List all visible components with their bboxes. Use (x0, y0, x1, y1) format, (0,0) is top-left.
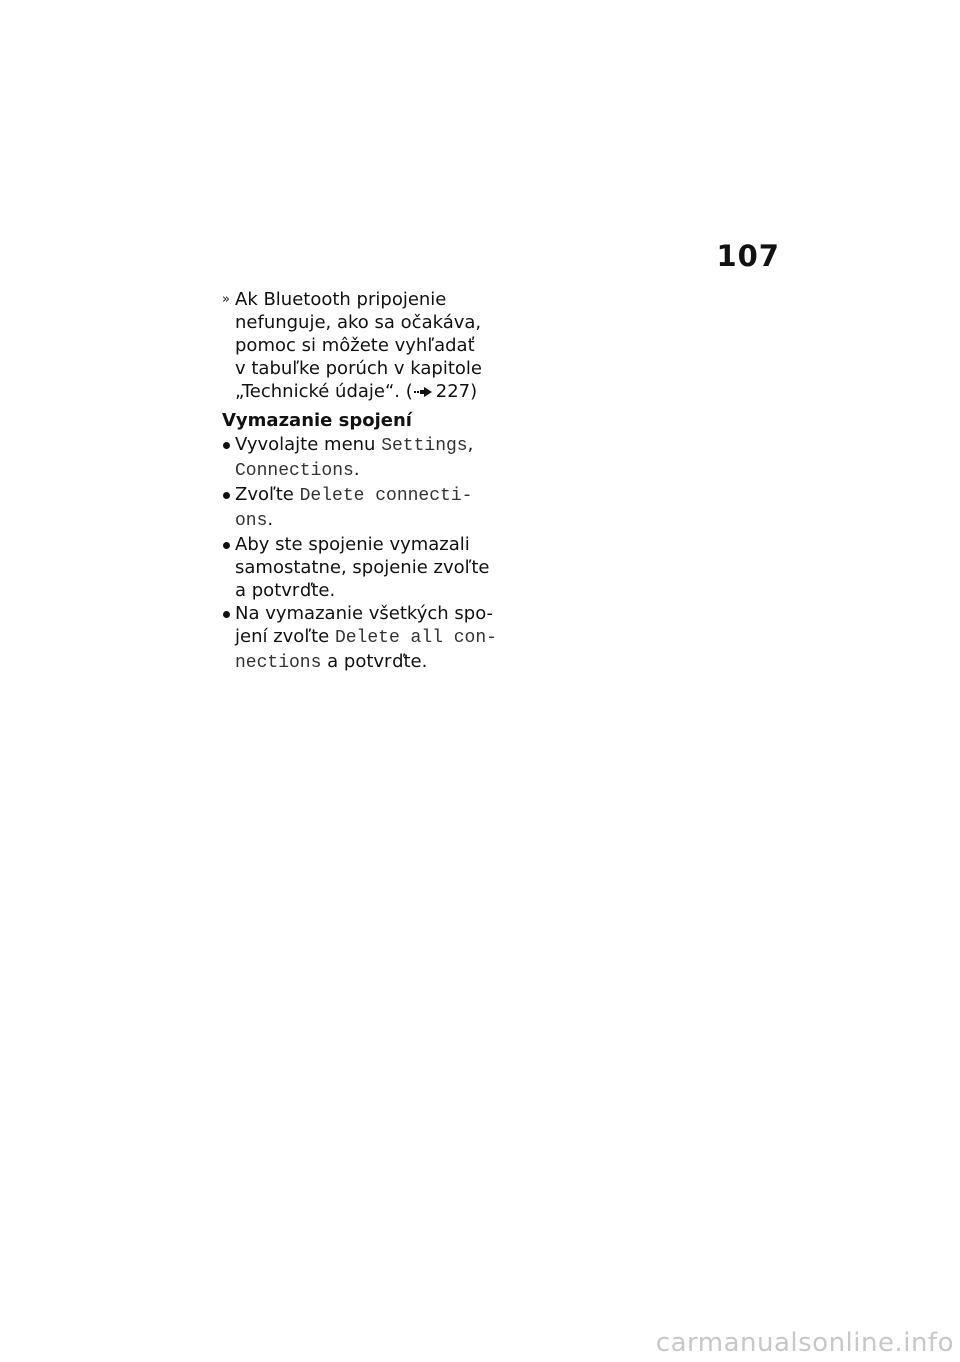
bullet-4-line-1: Na vymazanie všetkých spo- (235, 603, 494, 624)
page-number: 107 (716, 239, 780, 273)
arrow-reference-icon (414, 385, 434, 399)
bullet-2-text: Zvoľte (235, 484, 300, 505)
bullet-4-text: jení zvoľte (235, 626, 335, 647)
bullet-3-line-2: samostatne, spojenie zvoľte (235, 557, 490, 578)
note-marker: » (222, 292, 230, 307)
bullet-dot (223, 442, 230, 449)
bullet-1-period: . (353, 459, 360, 480)
bullet-3-line-3: a potvrďte. (235, 580, 336, 601)
bullet-dot (223, 492, 230, 499)
note-line-1: Ak Bluetooth pripojenie (235, 289, 447, 310)
page-content (222, 288, 512, 675)
menu-delete-all-connections-part2: nections (235, 653, 322, 673)
bullet-dot (223, 542, 230, 549)
bullet-1-text: Vyvolajte menu (235, 434, 382, 455)
bullet-item-1 (222, 433, 512, 483)
menu-delete-connections-part1: Delete connecti- (299, 486, 473, 506)
note-line-3: pomoc si môžete vyhľadať (235, 335, 475, 356)
bullet-2-line-2 (235, 508, 512, 533)
note-block (222, 288, 512, 403)
bullet-item-3 (222, 533, 512, 602)
note-line-4: v tabuľke porúch v kapitole (235, 358, 482, 379)
menu-delete-all-connections-part1: Delete all con- (334, 628, 497, 648)
note-ref-close: ) (470, 381, 478, 402)
bullet-1-comma: , (467, 434, 474, 455)
bullet-2-line-1 (235, 483, 512, 508)
bullet-4-line-3 (235, 650, 512, 675)
bullet-1-line-2 (235, 458, 512, 483)
bullet-2-period: . (267, 509, 274, 530)
bullet-4-tail: a potvrďte. (321, 651, 428, 672)
note-line-2: nefunguje, ako sa očakáva, (235, 312, 482, 333)
bullet-3-line-1: Aby ste spojenie vymazali (235, 534, 470, 555)
menu-connections: Connections (235, 461, 354, 481)
bullet-4-line-2 (235, 625, 512, 650)
menu-delete-connections-part2: ons (235, 511, 268, 531)
watermark-footer: carmanualsonline.info (655, 1328, 954, 1358)
bullet-1-line-1 (235, 433, 512, 458)
bullet-item-2 (222, 483, 512, 533)
menu-settings: Settings (381, 436, 468, 456)
note-line-5-text: „Technické údaje“. ( (235, 381, 413, 402)
note-line-5 (235, 380, 512, 403)
bullet-dot (223, 611, 230, 618)
section-heading: Vymazanie spojení (222, 410, 412, 431)
bullet-item-4 (222, 602, 512, 675)
note-ref-page: 227 (435, 381, 471, 402)
